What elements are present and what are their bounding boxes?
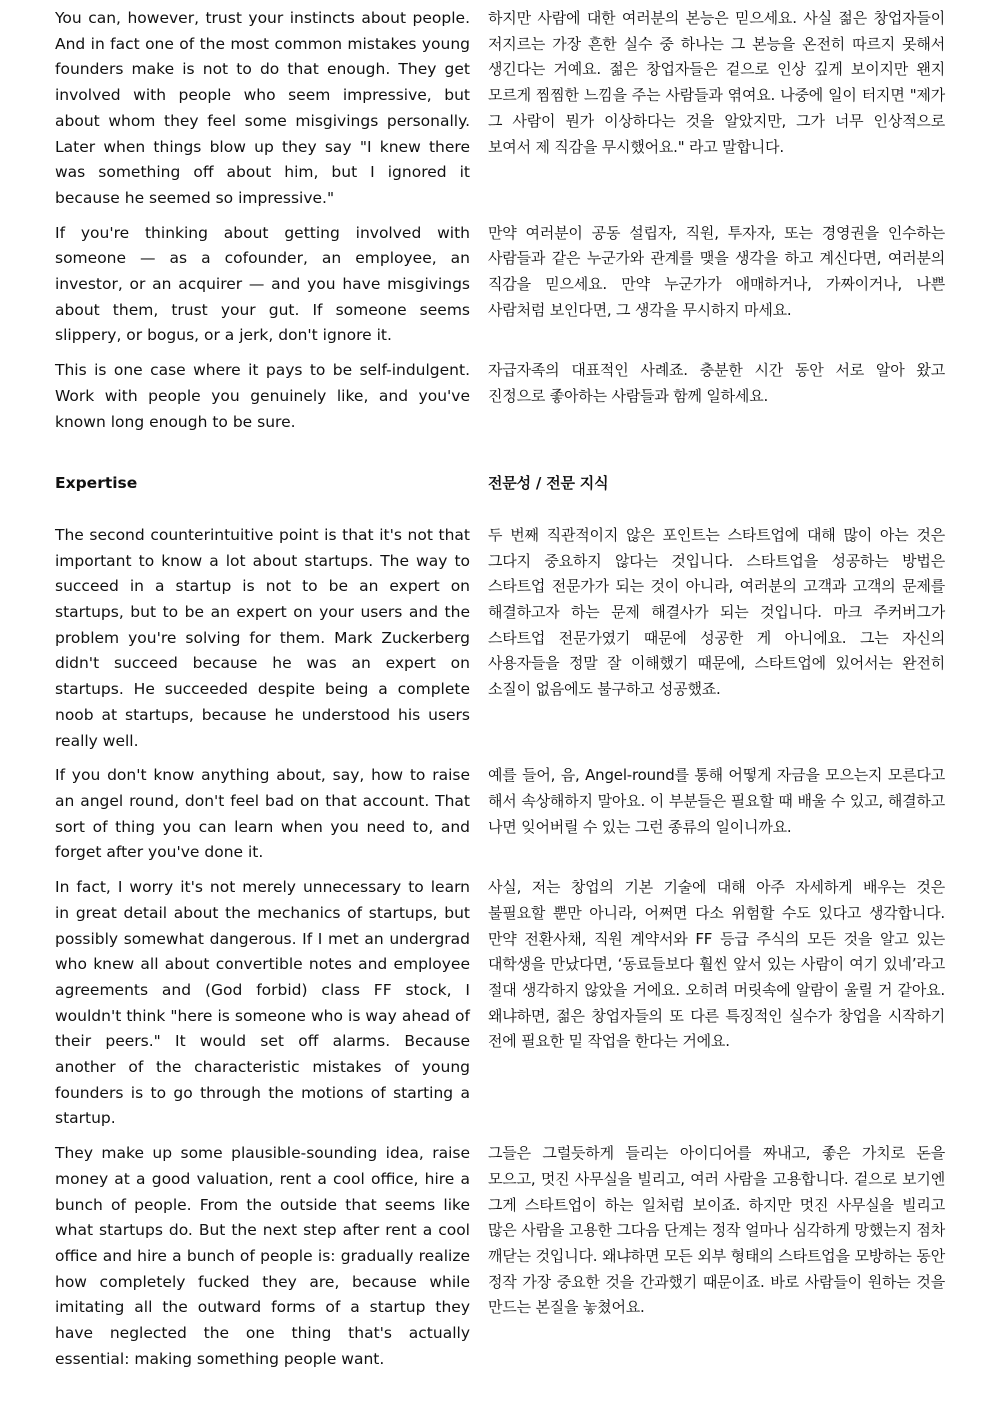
korean-paragraph: 사실, 저는 창업의 기본 기술에 대해 아주 자세하게 배우는 것은 불필요할 뿐만 아니라, 어쩌면 다소 위험할 수도 있다고 생각합니다. 만약 전환사채, 직원 계약서와 FF 등급 주식의 모든 것을 알고 있는 대학생을 만났다면, ‘동료들보다 훨씬 앞서 있는 사람이 여기 있네’라고 절대 생각하지 않았을 거에요. 오히려 머릿속에 알람이 울릴 거 같아요. 왜냐하면, 젊은 창업자들의 또 다른 특징적인 실수가 창업을 시작하기 전에 필요한 밑 작업을 한다는 거에요. xyxy=(488,878,945,1051)
english-paragraph: This is one case where it pays to be self-indulgent. Work with people you genuinely like, and you've known long enough to be sure. xyxy=(55,361,470,431)
paragraph-pair xyxy=(55,523,945,754)
korean-paragraph: 두 번째 직관적이지 않은 포인트는 스타트업에 대해 많이 아는 것은 그다지 중요하지 않다는 것입니다. 스타트업을 성공하는 방법은 스타트업 전문가가 되는 것이 아니라, 여러분의 고객과 고객의 문제를 해결하고자 하는 문제 해결사가 되는 것입니다. 마크 주커버그가 스타트업 전문가였기 때문에 성공한 게 아니에요. 그는 자신의 사용자들을 정말 잘 이해했기 때문에, 스타트업에 있어서는 완전히 소질이 없음에도 불구하고 성공했죠. xyxy=(488,525,945,699)
english-paragraph: If you're thinking about getting involved with someone — as a cofounder, an employee, an investor, or an acquirer — and you have misgivings about them, trust your gut. If someone seems slippery, or bogus, or a jerk, don't ignore it. xyxy=(55,223,470,345)
section-heading-row xyxy=(55,471,945,497)
korean-paragraph: 만약 여러분이 공동 설립자, 직원, 투자자, 또는 경영권을 인수하는 사람들과 같은 누군가와 관계를 맺을 생각을 하고 계신다면, 여러분의 직감을 믿으세요. 만약 누군가가 애매하거나, 가짜이거나, 나쁜 사람처럼 보인다면, 그 생각을 무시하지 마세요. xyxy=(488,223,945,319)
document-page xyxy=(55,6,945,1372)
section-heading-english: Expertise xyxy=(55,474,138,493)
english-paragraph: In fact, I worry it's not merely unnecessary to learn in great detail about the mechanics of startups, but possibly somewhat dangerous. If I met an undergrad who knew all about convertible notes and employee agreements and (God forbid) class FF stock, I wouldn't think "here is someone who is way ahead of their peers." It would set off alarms. Because another of the characteristic mistakes of young founders is to go through the motions of starting a startup. xyxy=(55,878,470,1128)
paragraph-pair xyxy=(55,6,945,212)
korean-paragraph: 예를 들어, 음, Angel-round를 통해 어떻게 자금을 모으는지 모른다고 해서 속상해하지 말아요. 이 부분들은 필요할 때 배울 수 있고, 해결하고 나면 잊어버릴 수 있는 그런 종류의 일이니까요. xyxy=(488,766,945,836)
section-heading-korean: 전문성 / 전문 지식 xyxy=(488,474,609,493)
korean-paragraph: 하지만 사람에 대한 여러분의 본능은 믿으세요. 사실 젊은 창업자들이 저지르는 가장 흔한 실수 중 하나는 그 본능을 온전히 따르지 못해서 생긴다는 거예요. 젊은 창업자들은 겉으로 인상 깊게 보이지만 왠지 모르게 찜찜한 느낌을 주는 사람들과 엮여요. 나중에 일이 터지면 "제가 그 사람이 뭔가 이상하다는 것을 알았지만, 그가 너무 인상적으로 보여서 제 직감을 무시했어요." 라고 말합니다. xyxy=(488,9,945,156)
paragraph-pair xyxy=(55,763,945,866)
korean-paragraph: 그들은 그럴듯하게 들리는 아이디어를 짜내고, 좋은 가치로 돈을 모으고, 멋진 사무실을 빌리고, 여러 사람을 고용합니다. 겉으로 보기엔 그게 스타트업이 하는 일처럼 보이죠. 하지만 멋진 사무실을 빌리고 많은 사람을 고용한 그다음 단계는 정작 얼마나 심각하게 망했는지 점차 깨닫는 것입니다. 왜냐하면 모든 외부 형태의 스타트업을 모방하는 동안 정작 가장 중요한 것을 간과했기 때문이죠. 바로 사람들이 원하는 것을 만드는 본질을 놓쳤어요. xyxy=(488,1144,945,1317)
english-paragraph: They make up some plausible-sounding idea, raise money at a good valuation, rent a cool office, hire a bunch of people. From the outside that seems like what startups do. But the next step after rent a cool office and hire a bunch of people is: gradually realize how completely fucked they are, because while imitating all the outward forms of a startup they have neglected the one thing that's actually essential: making something people want. xyxy=(55,1144,470,1368)
english-paragraph: If you don't know anything about, say, how to raise an angel round, don't feel bad on that account. That sort of thing you can learn when you need to, and forget after you've done it. xyxy=(55,766,470,862)
english-paragraph: You can, however, trust your instincts about people. And in fact one of the most common mistakes young founders make is not to do that enough. They get involved with people who seem impressive, but about whom they feel some misgivings personally. Later when things blow up they say "I knew there was something off about him, but I ignored it because he seemed so impressive." xyxy=(55,9,470,207)
english-paragraph: The second counterintuitive point is that it's not that important to know a lot about startups. The way to succeed in a startup is not to be an expert on startups, but to be an expert on your users and the problem you're solving for them. Mark Zuckerberg didn't succeed because he was an expert on startups. He succeeded despite being a complete noob at startups, because he understood his users really well. xyxy=(55,525,470,750)
paragraph-pair xyxy=(55,875,945,1132)
paragraph-pair xyxy=(55,358,945,435)
korean-paragraph: 자급자족의 대표적인 사례죠. 충분한 시간 동안 서로 알아 왔고 진정으로 좋아하는 사람들과 함께 일하세요. xyxy=(488,361,945,405)
paragraph-pair xyxy=(55,221,945,350)
paragraph-pair xyxy=(55,1141,945,1372)
